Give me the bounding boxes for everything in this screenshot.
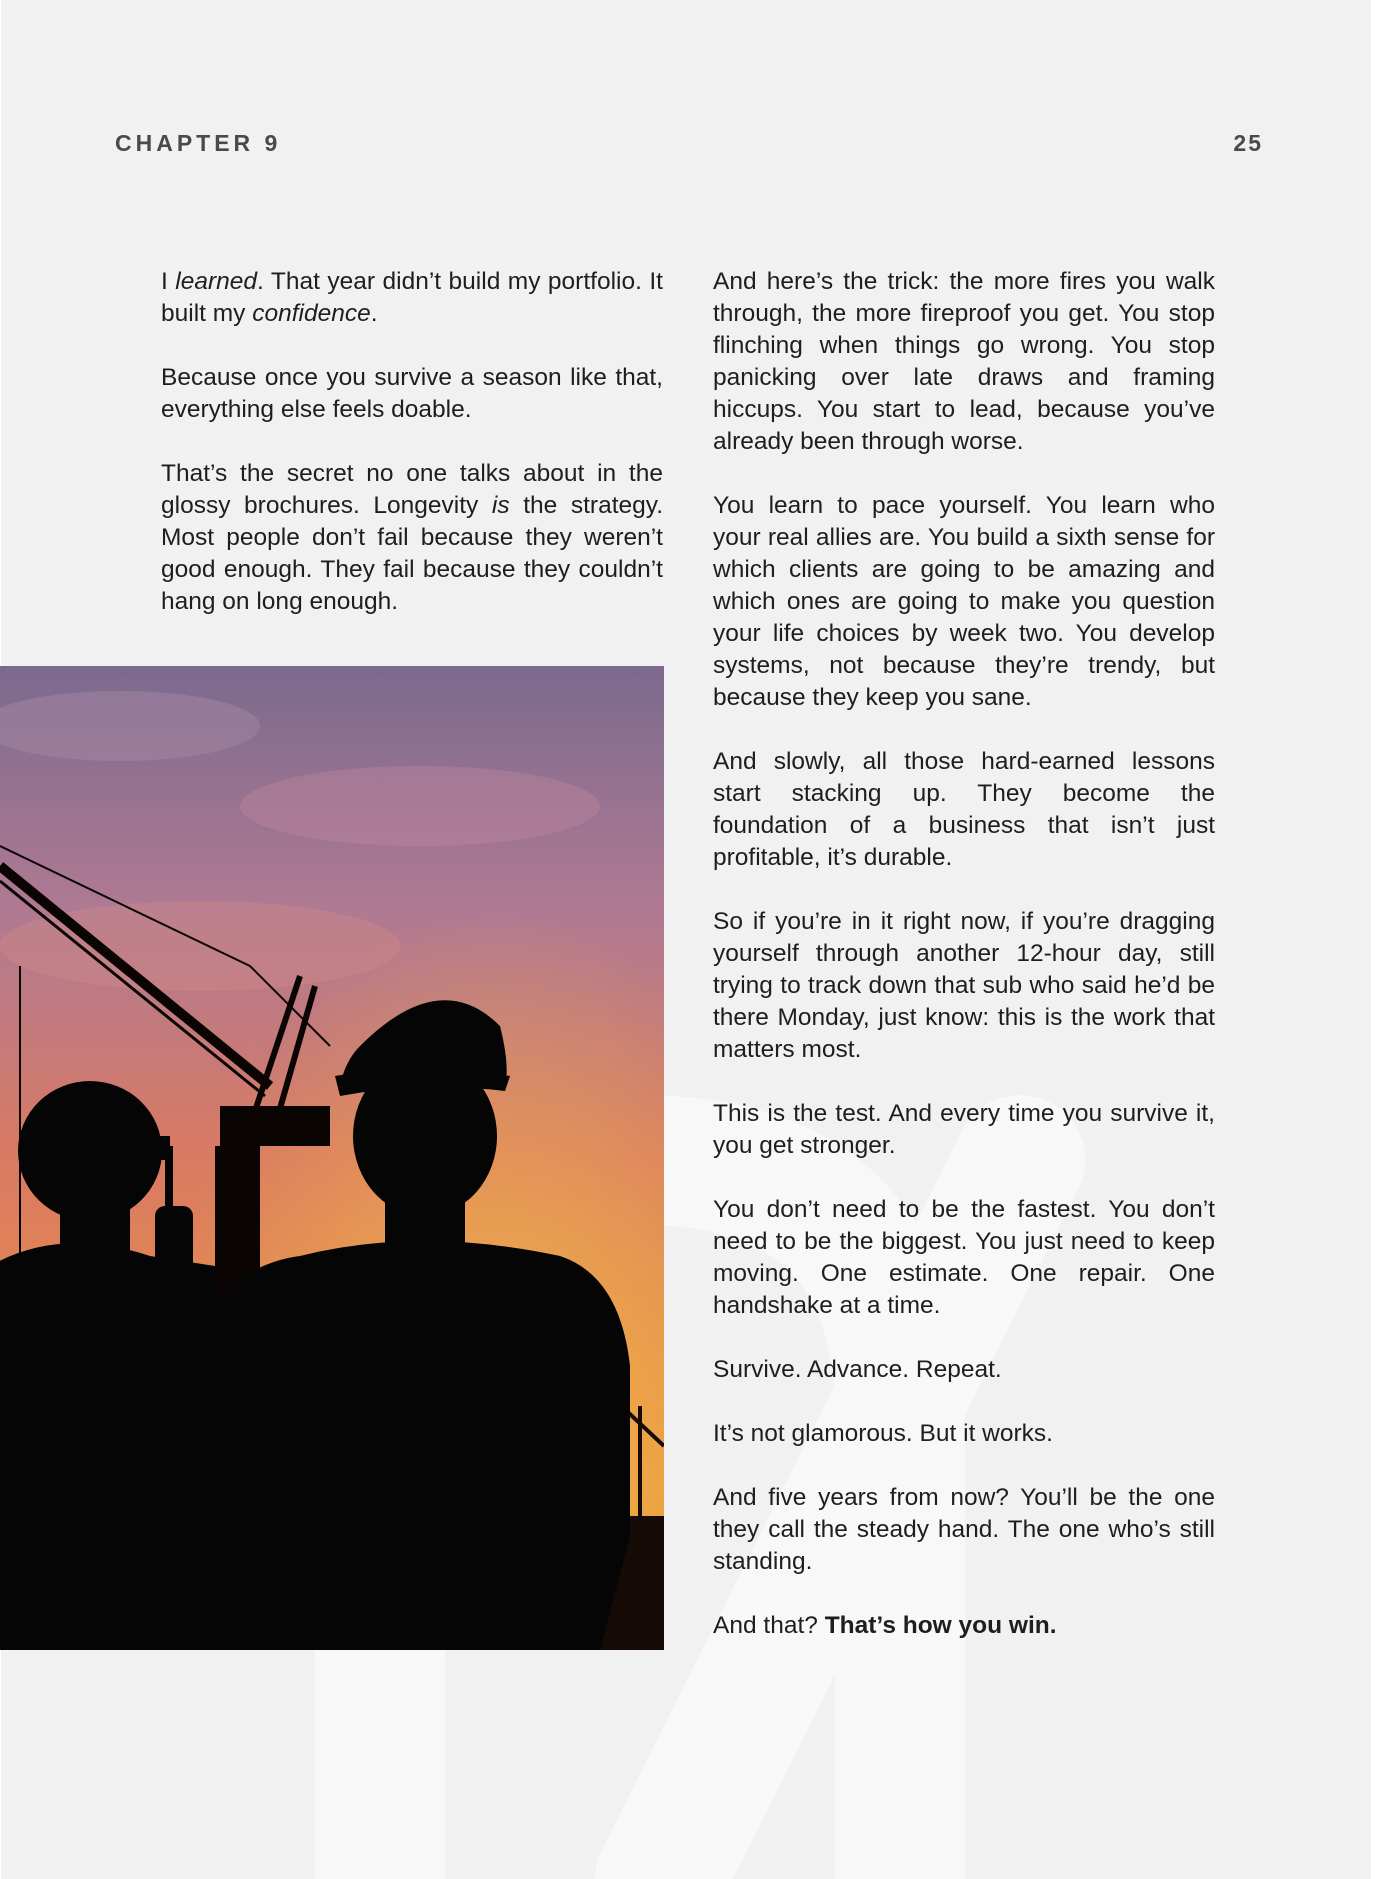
paragraph: And five years from now? You’ll be the one they call the steady hand. The one who’s still standing.	[713, 1484, 1215, 1575]
right-text-column	[713, 266, 1215, 1674]
paragraph: You learn to pace yourself. You learn who your real allies are. You build a sixth sense for which clients are going to be amazing and which ones are going to make you question your life choices by week two. You develop systems, not because they’re trendy, but because they keep you sane.	[713, 492, 1215, 711]
paragraph: And here’s the trick: the more fires you walk through, the more fireproof you get. You stop flinching when things go wrong. You stop panicking over late draws and framing hiccups. You start to lead, because you’ve already been through worse.	[713, 268, 1215, 455]
text-span: And that?	[713, 1612, 825, 1639]
emphasis-learned: learned	[175, 268, 258, 295]
paragraph: It’s not glamorous. But it works.	[713, 1420, 1053, 1447]
closing-bold: That’s how you win.	[824, 1612, 1057, 1639]
page-number: 25	[1233, 130, 1263, 156]
paragraph: You don’t need to be the fastest. You don’t need to be the biggest. You just need to keep moving. One estimate. One repair. One handshake at a time.	[713, 1196, 1215, 1319]
text-span: I	[161, 268, 176, 295]
paragraph: And slowly, all those hard-earned lessons start stacking up. They become the foundation of a business that isn’t just profitable, it’s durable.	[713, 748, 1215, 871]
text-span: That’s the secret no one talks about in the glossy brochures. Longevity	[161, 460, 663, 519]
text-span: . That year didn’t build my portfolio. It built my	[161, 268, 663, 327]
page-right-edge	[1371, 0, 1375, 1879]
paragraph: So if you’re in it right now, if you’re dragging yourself through another 12-hour day, still trying to track down that sub who said he’d be there Monday, just know: this is the work that matters most.	[713, 908, 1215, 1063]
text-span: .	[370, 300, 378, 327]
closing-paragraph	[713, 1610, 1215, 1642]
paragraph	[161, 458, 663, 618]
paragraph	[161, 266, 663, 330]
emphasis-is: is	[491, 492, 510, 519]
construction-workers-sunset-photo	[0, 666, 664, 1650]
chapter-label: CHAPTER 9	[115, 130, 282, 156]
emphasis-confidence: confidence	[252, 300, 371, 327]
paragraph: Survive. Advance. Repeat.	[713, 1356, 1002, 1383]
paragraph: Because once you survive a season like that, everything else feels doable.	[161, 364, 663, 423]
left-text-column	[161, 266, 663, 650]
text-span: the strategy. Most people don’t fail because they weren’t good enough. They fail because they couldn’t hang on long enough.	[161, 492, 663, 615]
photo-illustration	[0, 666, 664, 1650]
paragraph: This is the test. And every time you survive it, you get stronger.	[713, 1100, 1215, 1159]
